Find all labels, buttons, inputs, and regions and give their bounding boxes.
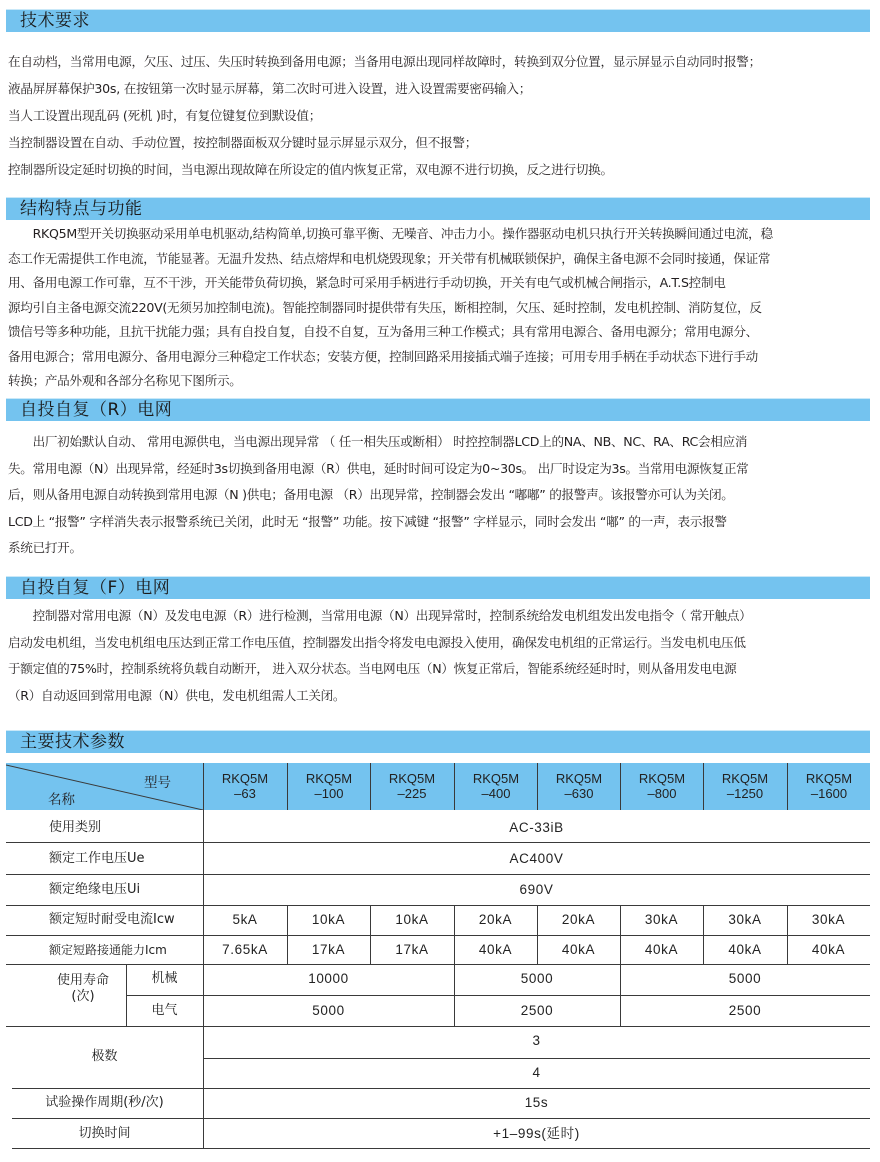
icw-value: 5kA	[232, 912, 258, 927]
header-divider	[370, 763, 371, 810]
model-header	[454, 763, 538, 810]
mechanical-life-value: 5000	[520, 971, 554, 986]
ue-value: AC400V	[509, 851, 564, 866]
row-label-life	[43, 973, 123, 1005]
model-header	[537, 763, 621, 810]
column-divider	[454, 964, 455, 1026]
row-divider	[6, 842, 870, 843]
row-label-category: 使用类别	[49, 820, 102, 835]
model-name: RKQ5M	[555, 771, 603, 786]
icw-value: 30kA	[811, 912, 846, 927]
icm-value: 7.65kA	[222, 942, 268, 957]
column-divider	[787, 905, 788, 964]
icm-value: 40kA	[728, 942, 762, 957]
section-header-params	[6, 730, 870, 753]
icm-value: 40kA	[811, 942, 846, 957]
section-header-structure	[6, 197, 870, 220]
paragraph-line: 系统已打开。	[8, 540, 82, 555]
row-label-mechanical: 机械	[151, 971, 178, 986]
row-divider	[12, 1088, 870, 1089]
icm-value: 40kA	[478, 942, 513, 957]
paragraph-line: 于额定值的75%时，控制系统将负载自动断开， 进入双分状态。当电网电压（N）恢复正常后，智能系统经延时时，则从备用发电电源	[8, 661, 737, 676]
row-divider	[6, 1026, 870, 1027]
model-suffix: –100	[314, 786, 344, 801]
header-divider	[454, 763, 455, 810]
section-header-grid-f	[6, 576, 870, 599]
paragraph-line: （R）自动返回到常用电源（N）供电，发电机组需人工关闭。	[8, 687, 346, 703]
poles-value: 4	[532, 1065, 541, 1080]
row-label-ue: 额定工作电压Ue	[49, 851, 145, 866]
section-title: 自投自复（R）电网	[20, 400, 173, 420]
header-divider	[203, 763, 204, 810]
paragraph-line: 控制器对常用电源（N）及发电电源（R）进行检测，当常用电源（N）出现异常时，控制系统给发电机组发出发电指令（ 常开触点）	[8, 608, 752, 623]
requirements-line: 当控制器设置在自动、手动位置，按控制器面板双分键时显示屏显示双分，但不报警；	[8, 135, 478, 150]
category-value: AC-33iB	[509, 820, 564, 835]
model-name: RKQ5M	[388, 771, 436, 786]
model-suffix: –630	[564, 786, 594, 801]
requirements-line: 控制器所设定延时切换的时间，当电源出现故障在所设定的值内恢复正常，双电源不进行切换，反之进行切换。	[8, 162, 613, 177]
requirements-line: 在自动档，当常用电源，欠压、过压、失压时转换到备用电源；当备用电源出现同样故障时，转换到双分位置，显示屏显示自动同时报警；	[8, 54, 761, 69]
section-title: 自投自复（F）电网	[20, 578, 171, 598]
table-header	[6, 763, 870, 810]
row-label-ui: 额定绝缘电压Ui	[49, 882, 141, 897]
model-suffix: –800	[647, 786, 677, 801]
model-suffix: –1600	[810, 786, 848, 801]
model-suffix: –1250	[726, 786, 764, 801]
model-header	[787, 763, 871, 810]
model-suffix: –63	[234, 786, 256, 801]
row-divider	[6, 874, 870, 875]
grid-f-paragraph	[8, 603, 872, 709]
column-divider	[620, 905, 621, 964]
paragraph-line: 备用电源合；常用电源分、备用电源分三种稳定工作状态；安装方便，控制回路采用接插式端子连接；可用专用手柄在手动状态下进行手动	[8, 348, 758, 364]
column-divider	[454, 905, 455, 964]
header-divider	[787, 763, 788, 810]
row-label-poles: 极数	[91, 1049, 118, 1064]
model-name: RKQ5M	[638, 771, 686, 786]
model-name: RKQ5M	[472, 771, 520, 786]
icm-value: 17kA	[311, 942, 346, 957]
row-divider	[203, 1058, 870, 1059]
header-divider	[703, 763, 704, 810]
header-diagonal-cell	[6, 763, 203, 810]
model-header	[703, 763, 787, 810]
header-divider	[620, 763, 621, 810]
structure-paragraph	[8, 222, 872, 394]
paragraph-line: 启动发电机组，当发电机组电压达到正常工作电压值，控制器发出指令将发电电源投入使用，确保发电机组的正常运行。当发电机电压低	[8, 634, 746, 650]
paragraph-line: 转换；产品外观和各部分名称见下图所示。	[8, 373, 242, 388]
model-name: RKQ5M	[721, 771, 769, 786]
row-label-electrical: 电气	[151, 1003, 178, 1018]
paragraph-line: 源均引自主备电源交流220V(无须另加控制电流)。智能控制器同时提供带有失压，断相控制，欠压、延时控制，发电机控制、消防复位，反	[8, 299, 762, 315]
poles-value: 3	[532, 1033, 541, 1048]
section-title: 技术要求	[20, 11, 90, 31]
row-divider	[6, 905, 870, 906]
paragraph-line: 用、备用电源工作可靠，互不干涉，开关能带负荷切换，紧急时可采用手柄进行手动切换，开关有电气或机械合闸指示，A.T.S控制电	[8, 275, 726, 290]
grid-r-paragraph	[8, 429, 872, 562]
mechanical-life-value: 10000	[308, 971, 349, 986]
model-name: RKQ5M	[305, 771, 353, 786]
header-divider	[287, 763, 288, 810]
paragraph-line: RKQ5M型开关切换驱动采用单电机驱动,结构简单,切换可靠平衡、无噪音、冲击力小。操作器驱动电机只执行开关转换瞬间通过电流，稳	[8, 226, 773, 241]
icm-value: 40kA	[561, 942, 596, 957]
icw-value: 10kA	[395, 912, 429, 927]
name-label: 名称	[48, 792, 75, 808]
switch-time-value: +1–99s(延时)	[493, 1126, 580, 1141]
row-divider	[12, 1148, 870, 1149]
icm-value: 40kA	[644, 942, 679, 957]
model-header	[620, 763, 704, 810]
diagonal-line	[6, 763, 203, 810]
model-header	[287, 763, 371, 810]
row-divider	[6, 935, 870, 936]
column-divider	[287, 905, 288, 964]
icw-value: 20kA	[561, 912, 596, 927]
row-label-icm: 额定短路接通能力Icm	[49, 943, 167, 957]
row-divider	[126, 995, 870, 996]
ui-value: 690V	[519, 882, 554, 897]
section-header-grid-r	[6, 398, 870, 421]
icm-value: 17kA	[395, 942, 429, 957]
requirements-line: 当人工设置出现乱码 (死机 )时，有复位键复位到默设值；	[8, 108, 322, 123]
paragraph-line: LCD上 “报警” 字样消失表示报警系统已关闭，此时无 “报警” 功能。按下减键 “报警” 字样显示，同时会发出 “嘟” 的一声，表示报警	[8, 513, 727, 529]
section-header-requirements	[6, 9, 870, 32]
row-label-switch-time: 切换时间	[78, 1126, 131, 1141]
row-divider	[12, 1118, 870, 1119]
life-label-line2: (次)	[71, 989, 95, 1004]
electrical-life-value: 2500	[520, 1003, 554, 1018]
model-header	[203, 763, 287, 810]
section-title: 结构特点与功能	[20, 199, 143, 219]
icw-value: 30kA	[644, 912, 679, 927]
paragraph-line: 后，则从备用电源自动转换到常用电源（N )供电；备用电源 （R）出现异常，控制器会发出 “嘟嘟” 的报警声。该报警亦可认为关闭。	[8, 487, 734, 502]
model-name: RKQ5M	[221, 771, 269, 786]
model-header	[370, 763, 454, 810]
electrical-life-value: 5000	[312, 1003, 345, 1018]
requirements-line: 液晶屏屏幕保护30s, 在按钮第一次时显示屏幕，第二次时可进入设置，进入设置需要密码输入；	[8, 81, 532, 96]
test-cycle-value: 15s	[524, 1095, 549, 1110]
paragraph-line: 出厂初始默认自动、 常用电源供电，当电源出现异常 （ 任一相失压或断相） 时控控制器LCD上的NA、NB、NC、RA、RC会相应消	[8, 434, 748, 449]
paragraph-line: 态工作无需提供工作电流，节能显著。无温升发热、结点熔焊和电机烧毁现象；开关带有机械联锁保护，确保主备电源不会同时接通，保证常	[8, 250, 771, 266]
paragraph-line: 失。常用电源（N）出现异常，经延时3s切换到备用电源（R）供电，延时时间可设定为0~30s。 出厂时设定为3s。当常用电源恢复正常	[8, 460, 749, 476]
column-divider	[620, 964, 621, 1026]
paragraph-line: 馈信号等多种功能，且抗干扰能力强；具有自投自复，自投不自复，互为备用三种工作模式；具有常用电源合、备用电源分；常用电源分、	[8, 324, 758, 339]
column-divider	[370, 905, 371, 964]
electrical-life-value: 2500	[728, 1003, 762, 1018]
icw-value: 20kA	[478, 912, 513, 927]
model-label: 型号	[144, 775, 171, 791]
column-divider	[703, 905, 704, 964]
row-divider	[6, 964, 870, 965]
mechanical-life-value: 5000	[728, 971, 762, 986]
column-divider	[537, 905, 538, 964]
model-suffix: –225	[397, 786, 427, 801]
model-suffix: –400	[481, 786, 511, 801]
life-label-line1: 使用寿命	[56, 973, 109, 988]
row-label-icw: 额定短时耐受电流Icw	[49, 912, 175, 927]
header-divider	[537, 763, 538, 810]
row-label-test-cycle: 试验操作周期(秒/次)	[45, 1095, 164, 1110]
icw-value: 30kA	[728, 912, 762, 927]
model-name: RKQ5M	[805, 771, 853, 786]
section-title: 主要技术参数	[20, 732, 125, 752]
icw-value: 10kA	[311, 912, 346, 927]
